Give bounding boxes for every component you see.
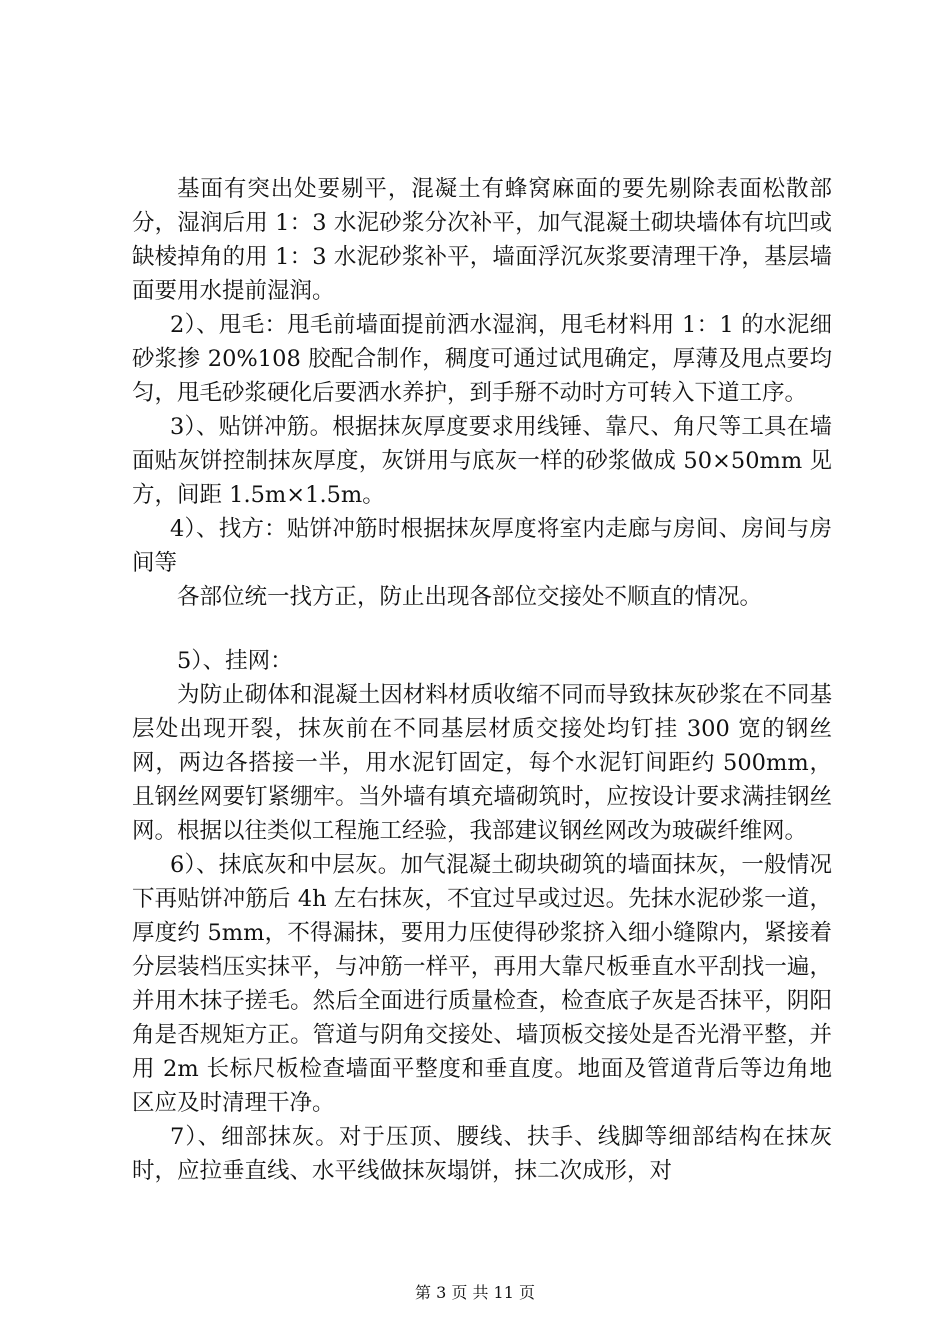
- paragraph-mesh-heading: 5）、挂网：: [177, 648, 293, 674]
- paragraph-mesh: 为防止砌体和混凝土因材料材质收缩不同而导致抹灰砂浆在不同基层处出现开裂，抹灰前在不同基层材质交接处均钉挂 300 宽的钢丝网，两边各搭接一半，用水泥钉固定，每个水泥钉间距约 500mm，且钢丝网要钉紧绷牢。当外墙有填充墙砌筑时，应按设计要求满挂钢丝网。根据以往类似工程施工经验，我部建议钢丝网改为玻碳纤维网。: [132, 682, 832, 844]
- page-footer: 第 3 页 共 11 页: [415, 1283, 535, 1302]
- paragraph-detail-plaster: 7）、细部抹灰。对于压顶、腰线、扶手、线脚等细部结构在抹灰时，应拉垂直线、水平线做抹灰塌饼，抹二次成形，对: [132, 1124, 832, 1184]
- paragraph-plaster-cakes: 3）、贴饼冲筋。根据抹灰厚度要求用线锤、靠尺、角尺等工具在墙面贴灰饼控制抹灰厚度，灰饼用与底灰一样的砂浆做成 50×50mm 见方，间距 1.5m×1.5m。: [132, 414, 832, 508]
- paragraph-base-surface: 基面有突出处要剔平，混凝土有蜂窝麻面的要先剔除表面松散部分，湿润后用 1：3 水泥砂浆分次补平，加气混凝土砌块墙体有坑凹或缺棱掉角的用 1：3 水泥砂浆补平，墙面浮沉灰浆要清理干净，基层墙面要用水提前湿润。: [132, 176, 832, 304]
- paragraph-roughening: 2）、甩毛：甩毛前墙面提前洒水湿润，甩毛材料用 1：1 的水泥细砂浆掺 20%108 胶配合制作，稠度可通过试甩确定，厚薄及甩点要均匀，甩毛砂浆硬化后要洒水养护，到手掰不动时方可转入下道工序。: [132, 312, 832, 406]
- document-body: [132, 172, 832, 1188]
- paragraph-base-coat: 6）、抹底灰和中层灰。加气混凝土砌块砌筑的墙面抹灰，一般情况下再贴饼冲筋后 4h 左右抹灰，不宜过早或过迟。先抹水泥砂浆一道，厚度约 5mm，不得漏抹，要用力压使得砂浆挤入细小缝隙内，紧接着分层装档压实抹平，与冲筋一样平，再用大靠尺板垂直水平刮找一遍，并用木抹子搓毛。然后全面进行质量检查，检查底子灰是否抹平，阴阳角是否规矩方正。管道与阴角交接处、墙顶板交接处是否光滑平整，并用 2m 长标尺板检查墙面平整度和垂直度。地面及管道背后等边角地区应及时清理干净。: [132, 852, 832, 1116]
- paragraph-squaring-continued: 各部位统一找方正，防止出现各部位交接处不顺直的情况。: [177, 584, 763, 610]
- paragraph-gap: [132, 614, 832, 644]
- paragraph-squaring: 4）、找方：贴饼冲筋时根据抹灰厚度将室内走廊与房间、房间与房间等: [132, 516, 832, 576]
